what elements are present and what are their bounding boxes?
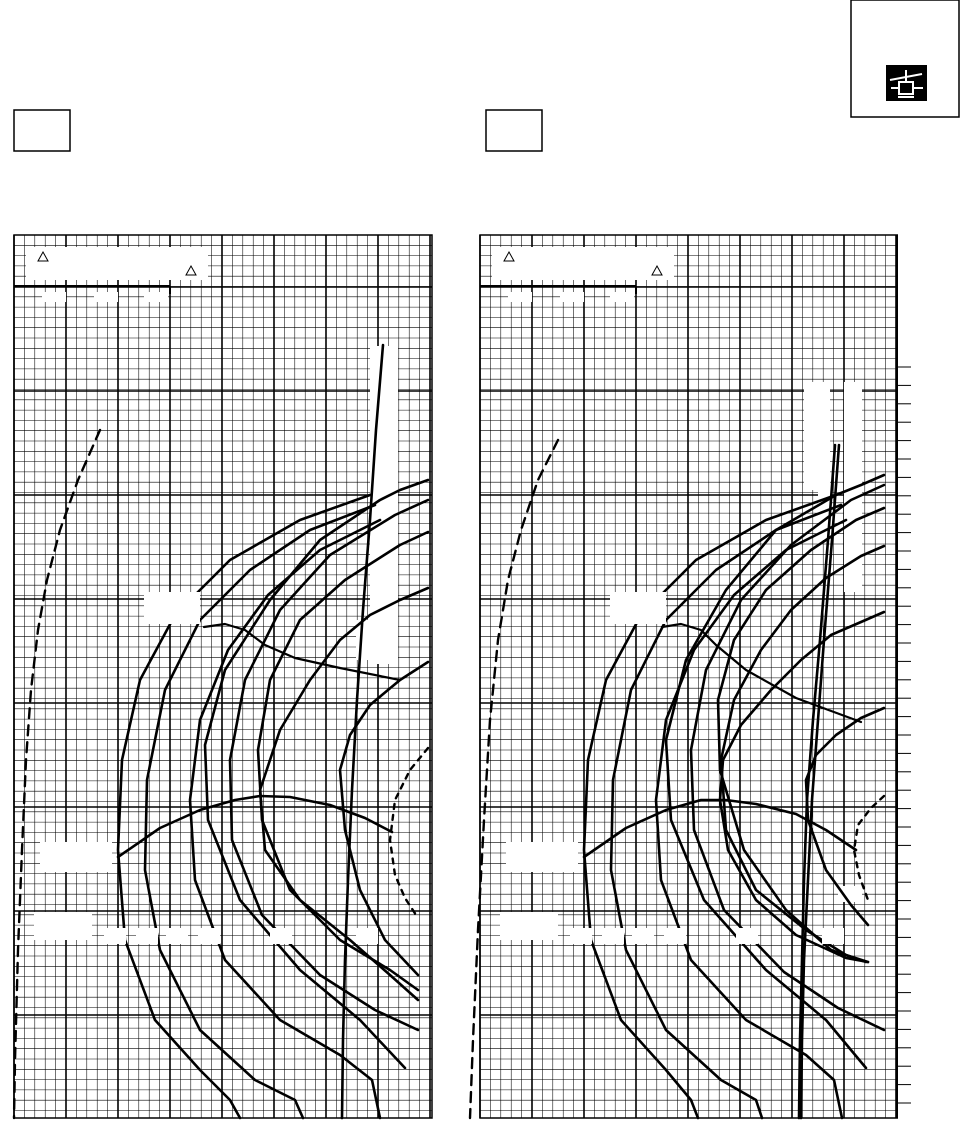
optimum-line xyxy=(584,800,856,857)
curve-value-label-area xyxy=(356,928,378,944)
curve-value-label-area xyxy=(570,928,592,944)
chart-right-grid-major xyxy=(480,235,898,1118)
chart-left xyxy=(0,222,432,1118)
chart-right-reference-box xyxy=(486,110,542,151)
chart-right xyxy=(466,222,912,1118)
curve-value-label-area xyxy=(736,928,758,944)
value-label-area xyxy=(804,382,830,490)
legend-label-slot xyxy=(610,292,634,302)
chart-left-reference-box xyxy=(14,110,70,151)
legend-label-slot xyxy=(560,292,584,302)
dashed-limit-curve xyxy=(470,440,558,1118)
chart-right-frame xyxy=(480,235,898,1118)
legend-box xyxy=(492,247,674,280)
curve-value-label-area xyxy=(632,928,654,944)
transition-line xyxy=(662,624,861,722)
curve-label-area xyxy=(500,912,558,940)
curve-value-label-area xyxy=(822,928,844,944)
chart-left-label-areas xyxy=(26,247,398,664)
curve-value-label-area xyxy=(166,928,188,944)
legend-label-slot xyxy=(508,292,532,302)
curve-label-area xyxy=(506,842,578,872)
legend-label-slot xyxy=(42,292,66,302)
curve-label-area xyxy=(40,842,112,872)
chart-right-grid-minor xyxy=(480,235,898,1118)
curve-value-label-area xyxy=(136,928,158,944)
helicopter-badge xyxy=(851,0,959,117)
curve-value-label-area xyxy=(664,928,686,944)
curve-label-area xyxy=(610,592,666,624)
curve-label-area xyxy=(34,912,92,940)
curve-label-area xyxy=(144,592,200,624)
chart-left-curves xyxy=(14,345,428,1118)
curve-value-label-area xyxy=(198,928,220,944)
legend-box xyxy=(26,247,208,280)
curve-value-label-area xyxy=(104,928,126,944)
right-margin xyxy=(898,230,960,1123)
legend-label-slot xyxy=(144,292,168,302)
legend-label-slot xyxy=(94,292,118,302)
curve-value-label-area xyxy=(602,928,624,944)
curve-value-label-area xyxy=(270,928,292,944)
